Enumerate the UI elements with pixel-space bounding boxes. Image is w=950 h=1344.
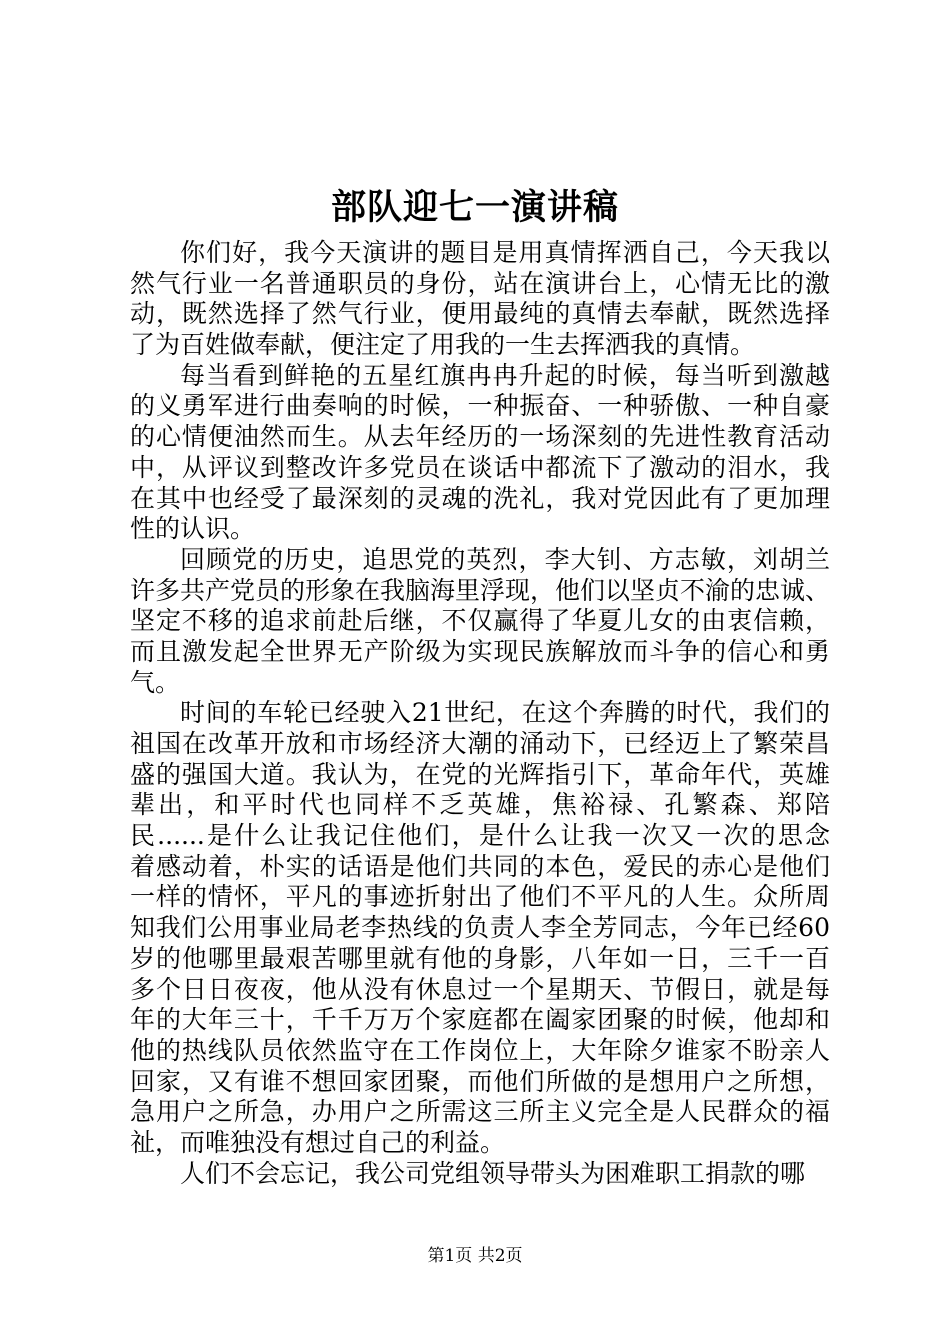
paragraph-line: 在其中也经受了最深刻的灵魂的洗礼，我对党因此有了更加理	[130, 483, 830, 513]
paragraph-line: 他的热线队员依然监守在工作岗位上，大年除夕谁家不盼亲人	[130, 1035, 830, 1065]
paragraph-line: 了为百姓做奉献，便注定了用我的一生去挥洒我的真情。	[130, 330, 756, 360]
paragraph-line: 知我们公用事业局老李热线的负责人李全芳同志，今年已经60	[130, 913, 830, 943]
paragraph-line: 多个日日夜夜，他从没有休息过一个星期天、节假日，就是每	[130, 974, 830, 1004]
paragraph-line: 时间的车轮已经驶入21世纪，在这个奔腾的时代，我们的	[180, 698, 830, 728]
paragraph-line: 坚定不移的追求前赴后继，不仅赢得了华夏儿女的由衷信赖，	[130, 606, 830, 636]
paragraph-line: 岁的他哪里最艰苦哪里就有他的身影，八年如一日，三千一百	[130, 943, 830, 973]
paragraph-line: 一样的情怀，平凡的事迹折射出了他们不平凡的人生。众所周	[130, 882, 830, 912]
paragraph-line: 的义勇军进行曲奏响的时候，一种振奋、一种骄傲、一种自豪	[130, 391, 830, 421]
document-title: 部队迎七一演讲稿	[330, 187, 619, 228]
paragraph-line: 急用户之所急，办用户之所需这三所主义完全是人民群众的福	[130, 1097, 830, 1127]
paragraph	[130, 361, 830, 545]
paragraph-line: 性的认识。	[130, 514, 256, 544]
paragraph-line: 着感动着，朴实的话语是他们共同的本色，爱民的赤心是他们	[130, 851, 830, 881]
paragraph-line: 气。	[130, 667, 181, 697]
paragraph-line: 人们不会忘记，我公司党组领导带头为困难职工捐款的哪	[180, 1158, 806, 1188]
paragraph-line: 的心情便油然而生。从去年经历的一场深刻的先进性教育活动	[130, 422, 830, 452]
paragraph-line: 而且激发起全世界无产阶级为实现民族解放而斗争的信心和勇	[130, 636, 830, 666]
paragraph-line: 年的大年三十，千千万万个家庭都在阖家团聚的时候，他却和	[130, 1005, 830, 1035]
page-number-footer: 第1页 共2页	[427, 1246, 523, 1266]
paragraph	[130, 238, 830, 361]
document-body	[130, 238, 830, 1189]
paragraph-line: 中，从评议到整改许多党员在谈话中都流下了激动的泪水，我	[130, 452, 830, 482]
paragraph-line: 民......是什么让我记住他们，是什么让我一次又一次的思念	[130, 821, 830, 851]
paragraph-line: 盛的强国大道。我认为，在党的光辉指引下，革命年代，英雄	[130, 759, 830, 789]
paragraph-line: 许多共产党员的形象在我脑海里浮现，他们以坚贞不渝的忠诚、	[130, 575, 831, 605]
paragraph-line: 祉，而唯独没有想过自己的利益。	[130, 1127, 506, 1157]
paragraph-line: 辈出，和平时代也同样不乏英雄，焦裕禄、孔繁森、郑陪	[130, 790, 830, 820]
paragraph-line: 每当看到鲜艳的五星红旗冉冉升起的时候，每当听到激越	[180, 360, 830, 390]
paragraph-line: 回家，又有谁不想回家团聚，而他们所做的是想用户之所想，	[130, 1066, 830, 1096]
paragraph-line: 动，既然选择了然气行业，便用最纯的真情去奉献，既然选择	[130, 299, 830, 329]
paragraph-line: 你们好，我今天演讲的题目是用真情挥洒自己，今天我以	[180, 238, 830, 267]
paragraph-line: 然气行业一名普通职员的身份，站在演讲台上，心情无比的激	[130, 268, 830, 298]
paragraph	[130, 698, 830, 1158]
paragraph	[130, 1159, 830, 1190]
paragraph-line: 祖国在改革开放和市场经济大潮的涌动下，已经迈上了繁荣昌	[130, 729, 830, 758]
paragraph	[130, 545, 830, 698]
paragraph-line: 回顾党的历史，追思党的英烈，李大钊、方志敏，刘胡兰	[180, 544, 830, 574]
